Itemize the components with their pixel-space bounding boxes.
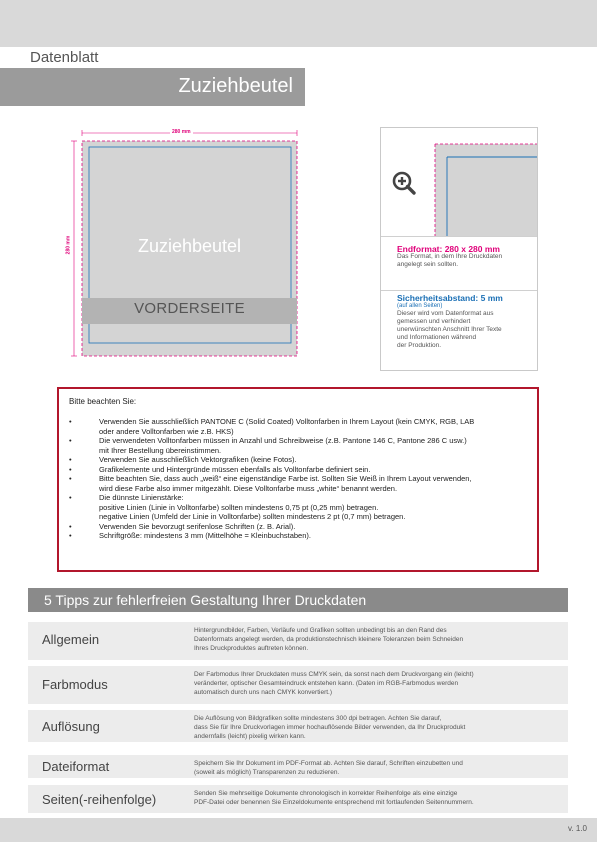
tip-description-line: PDF-Datei oder benennen Sie Einzeldokumente entsprechend mit fortlaufenden Seitennummern. (194, 799, 474, 806)
bullet-icon: • (69, 455, 72, 464)
tips-title: 5 Tipps zur fehlerfreien Gestaltung Ihrer Druckdaten (44, 592, 367, 608)
tip-label: Auflösung (42, 719, 100, 734)
notice-item-continuation (69, 512, 531, 522)
safety-title: Sicherheitsabstand: 5 mm (397, 293, 503, 303)
notice-item-text: positive Linien (Linie in Volltonfarbe) sollten mindestens 0,75 pt (0,25 mm) betragen. (99, 502, 379, 512)
bullet-icon: • (69, 521, 72, 531)
notice-item-text: Grafikelemente und Hintergründe müssen ebenfalls als Volltonfarbe definiert sein. (99, 464, 371, 474)
notice-list (69, 417, 531, 541)
tip-label: Seiten(-reihenfolge) (42, 792, 157, 807)
tip-description-line: Die Auflösung von Bildgrafiken sollte mindestens 300 dpi betragen. Achten Sie darauf, (194, 715, 442, 722)
notice-item-text: Die dünnste Linienstärke: (99, 493, 184, 502)
notice-heading: Bitte beachten Sie: (69, 397, 137, 406)
notice-item-continuation (69, 446, 531, 456)
safety-text-line: gemessen und verhindert (397, 318, 471, 325)
tip-description-line: Der Farbmodus Ihrer Druckdaten muss CMYK sein, da sonst nach dem Druckvorgang ein (leicht) (194, 671, 474, 678)
tip-description-line: Senden Sie mehrseitige Dokumente chronologisch in korrekter Reihenfolge als eine einzige (194, 790, 458, 797)
notice-item (69, 455, 531, 465)
bullet-icon: • (69, 436, 72, 445)
tip-label: Farbmodus (42, 677, 108, 692)
safety-text-line: Dieser wird vom Datenformat aus (397, 310, 494, 317)
notice-item-text: oder andere Volltonfarben wie z.B. HKS) (99, 426, 234, 436)
tip-description-line: veränderter, optischer Gesamteindruck entstehen kann. (Daten im RGB-Farbmodus werden (194, 680, 459, 687)
document-type-label: Datenblatt (22, 48, 128, 67)
version-label: v. 1.0 (568, 824, 587, 833)
tip-description-line: Hintergrundbilder, Farben, Verläufe und Grafiken sollten unbedingt bis an den Rand des (194, 627, 447, 634)
bullet-icon: • (69, 493, 72, 502)
endformat-info (397, 245, 527, 269)
bullet-icon: • (69, 417, 72, 426)
notice-item (69, 531, 531, 541)
tip-description-line: dass Sie für Ihre Druckvorlagen immer hochauflösende Bilder verwenden, da Ihr Druckprodukt (194, 724, 466, 731)
tip-description (194, 759, 562, 777)
tip-description-line: Datenformats angelegt werden, da produktionstechnisch kleinere Toleranzen beim Schneiden (194, 636, 464, 643)
tip-description (194, 626, 562, 653)
bottom-bar (0, 818, 597, 842)
notice-item-text: Verwenden Sie ausschließlich Vektorgrafiken (keine Fotos). (99, 455, 297, 464)
safety-subtitle: (auf allen Seiten) (397, 303, 443, 309)
bag-mockup (65, 128, 310, 358)
zoom-magnifier-icon (391, 170, 417, 196)
front-side-label: VORDERSEITE (134, 300, 245, 317)
tip-row (28, 666, 568, 704)
notice-item-text: wird diese Farbe also immer mitgezählt. Diese Volltonfarbe muss „white“ benannt werden. (99, 483, 398, 493)
notice-item-text: negative Linien (Umfeld der Linie in Volltonfarbe) sollten mindestens 2 pt (0,7 mm) betragen. (99, 512, 406, 521)
tip-description-line: Speichern Sie Ihr Dokument im PDF-Format ab. Achten Sie darauf, Schriften einzubetten und (194, 760, 463, 767)
notice-item (69, 417, 531, 427)
title-bar (0, 68, 305, 106)
endformat-text-line: Das Format, in dem Ihre Druckdaten (397, 253, 503, 260)
endformat-text-line: angelegt sein sollten. (397, 261, 459, 268)
notice-item-text: Bitte beachten Sie, dass auch „weiß“ eine eigenständige Farbe ist. Sollten Sie Weiß in Ihrem Layout verwenden, (99, 474, 472, 483)
notice-item-continuation (69, 484, 531, 494)
notice-item (69, 436, 531, 446)
notice-item-text: Schriftgröße: mindestens 3 mm (Mittelhöhe = Kleinbuchstaben). (99, 531, 311, 540)
notice-item (69, 465, 531, 475)
page-title: Zuziehbeutel (178, 75, 293, 97)
notice-item (69, 522, 531, 532)
zoom-detail-panel (380, 127, 538, 371)
top-bar (0, 0, 597, 47)
tip-row (28, 710, 568, 742)
bullet-icon: • (69, 464, 72, 474)
tip-description-line: (soweit als möglich) Transparenzen zu reduzieren. (194, 769, 340, 776)
safety-text-line: und Informationen während (397, 334, 477, 341)
notice-item-text: Verwenden Sie ausschließlich PANTONE C (Solid Coated) Volltonfarben in Ihrem Layout (kein CMYK, RGB, LAB (99, 417, 475, 426)
bullet-icon: • (69, 531, 72, 540)
tip-label: Allgemein (42, 632, 100, 647)
notice-item-text: Die verwendeten Volltonfarben müssen in Anzahl und Schreibweise (z.B. Pantone 146 C, Pantone 286 C usw.) (99, 436, 467, 445)
safety-text-line: unerwünschten Anschnitt Ihrer Texte (397, 326, 502, 333)
tip-label: Dateiformat (42, 759, 110, 774)
tips-header (28, 588, 568, 612)
tip-description-line: automatisch durch uns nach CMYK konvertiert.) (194, 689, 333, 696)
height-dimension-label: 280 mm (65, 235, 72, 255)
endformat-title: Endformat: 280 x 280 mm (397, 244, 500, 254)
zoom-detail-image (381, 128, 537, 237)
tip-description (194, 714, 562, 741)
bullet-icon: • (69, 474, 72, 483)
safety-info (397, 294, 527, 350)
tip-description-line: Ihres Druckproduktes auftreten können. (194, 645, 309, 652)
notice-item (69, 493, 531, 503)
tip-description (194, 670, 562, 697)
tip-row (28, 622, 568, 660)
bag-label: Zuziehbeutel (137, 236, 242, 256)
notice-item-continuation (69, 427, 531, 437)
notice-item (69, 474, 531, 484)
tip-row (28, 755, 568, 778)
tip-row (28, 785, 568, 813)
notice-item-text: mit Ihrer Bestellung übereinstimmen. (99, 445, 222, 455)
tip-description (194, 789, 562, 807)
notice-item-text: Verwenden Sie bevorzugt serifenlose Schriften (z. B. Arial). (99, 521, 296, 531)
safety-text-line: der Produktion. (397, 342, 442, 349)
notice-box (57, 387, 539, 572)
tip-description-line: andernfalls (leicht) pixelig wirken kann. (194, 733, 306, 740)
width-dimension-label: 280 mm (172, 129, 191, 135)
notice-item-continuation (69, 503, 531, 513)
divider (381, 290, 537, 291)
